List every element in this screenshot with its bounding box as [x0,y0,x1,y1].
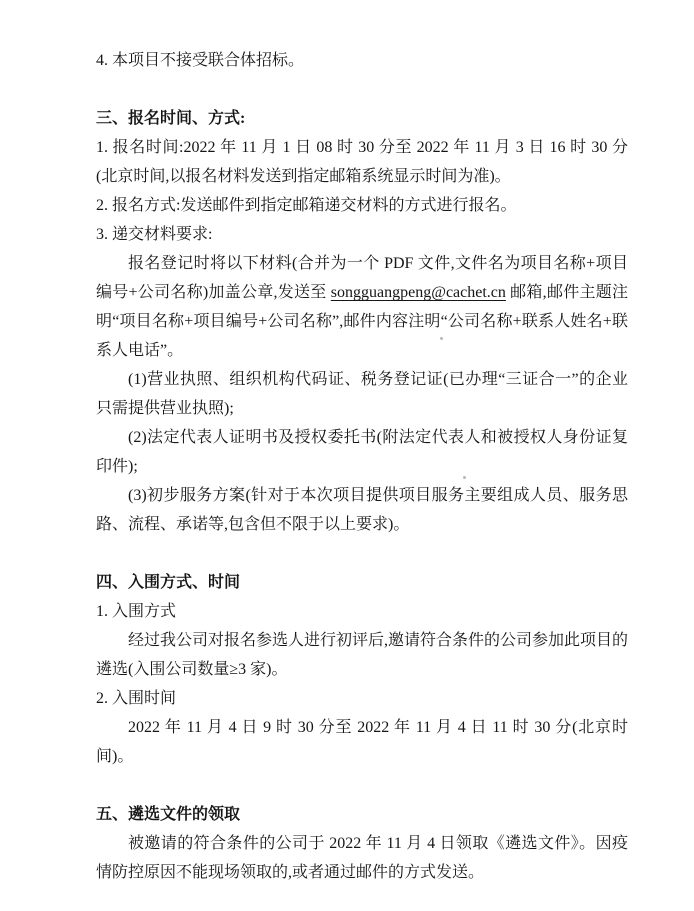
section-4-item-2: 2. 入围时间 [96,690,177,707]
section-4-item-1-body: 经过我公司对报名参选人进行初评后,邀请符合条件的公司参加此项目的遴选(入围公司数量≥3 家)。 [96,632,629,678]
section-3-item-1: 1. 报名时间:2022 年 11 月 1 日 08 时 30 分至 2022 年 11 月 3 日 16 时 30 分(北京时间,以报名材料发送到指定邮箱系统显示时间为准)。 [96,139,628,185]
section-3-sub-item-3: (3)初步服务方案(针对于本次项目提供项目服务主要组成人员、服务思路、流程、承诺等,包含但不限于以上要求)。 [96,487,628,533]
section-5-body: 被邀请的符合条件的公司于 2022 年 11 月 4 日领取《遴选文件》。因疫情防控原因不能现场领取的,或者通过邮件的方式发送。 [96,835,628,881]
materials-text-before-email: 报名登记时将以下材料(合并为一个 PDF 文件,文件名为项目名称+项目编号+公司名称)加盖公章,发送至 [96,255,628,301]
scan-speck [463,476,466,479]
section-4-item-2-body: 2022 年 11 月 4 日 9 时 30 分至 2022 年 11 月 4 日 11 时 30 分(北京时间)。 [96,719,628,765]
section-3-item-2: 2. 报名方式:发送邮件到指定邮箱递交材料的方式进行报名。 [96,197,517,214]
section-4-heading: 四、入围方式、时间 [96,574,241,591]
section-3-item-3: 3. 递交材料要求: [96,226,213,243]
materials-text-after-email: 邮箱,邮件主题注明“项目名称+项目编号+公司名称”,邮件内容注明“公司名称+联系人姓名+联系人电话”。 [96,284,628,359]
scan-speck [440,337,443,340]
section-3-heading: 三、报名时间、方式: [96,110,246,127]
email-link[interactable]: songguangpeng@cachet.cn [330,284,506,301]
section-4-item-1: 1. 入围方式 [96,603,177,620]
section-3-materials-paragraph [96,249,628,365]
section-5-heading: 五、遴选文件的领取 [96,806,241,823]
intro-item-4: 4. 本项目不接受联合体招标。 [96,52,305,69]
section-3-sub-item-2: (2)法定代表人证明书及授权委托书(附法定代表人和被授权人身份证复印件); [96,429,628,475]
section-3-sub-item-1: (1)营业执照、组织机构代码证、税务登记证(已办理“三证合一”的企业只需提供营业执照); [96,371,628,417]
